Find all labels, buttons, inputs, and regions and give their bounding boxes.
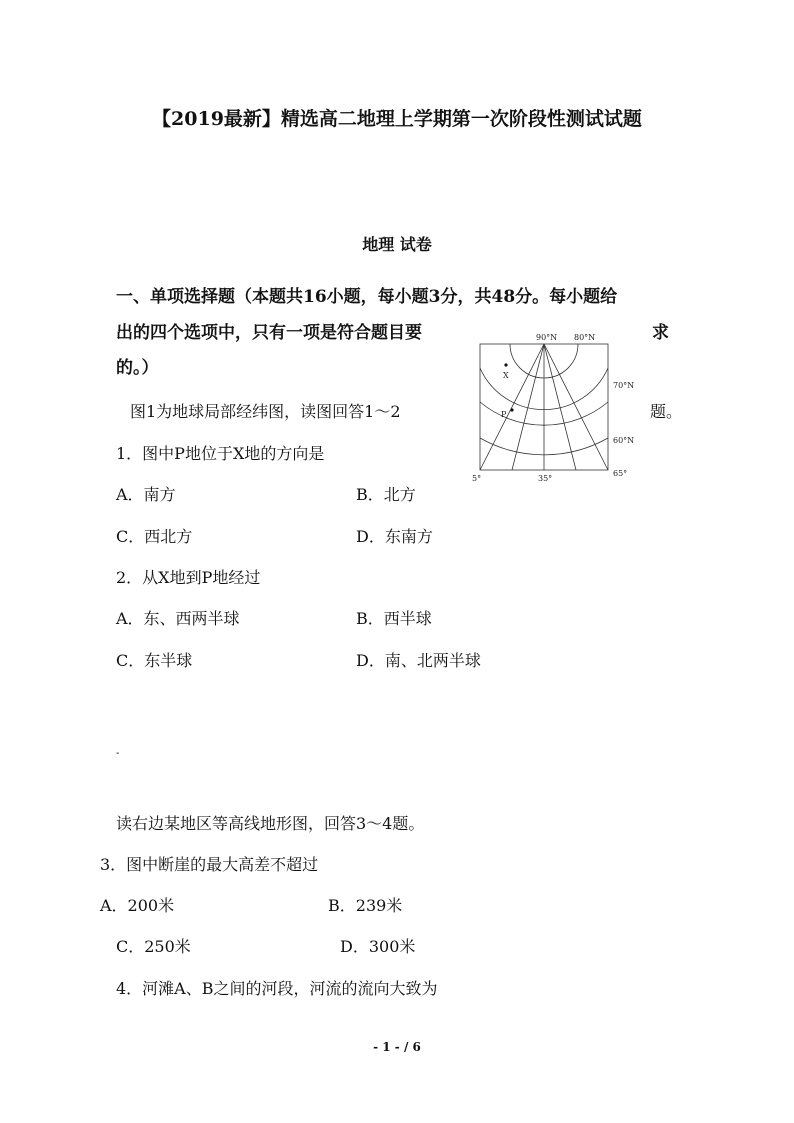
question-1-option-a: A．南方 [116,485,176,504]
question-4-stem: 4．河滩A、B之间的河段，河流的流向大致为 [116,979,438,998]
question-3-stem: 3．图中断崖的最大高差不超过 [100,855,319,874]
intro-figure1: 图1为地球局部经纬图，读图回答1～2 [130,402,401,421]
document-title: 【2019最新】精选高二地理上学期第一次阶段性测试试题 [152,108,642,130]
question-2-option-a: A．东、西两半球 [116,609,240,628]
page-number: - 1 - / 6 [373,1040,421,1054]
exam-subtitle: 地理 试卷 [362,235,432,254]
graticule-map-figure [470,330,640,485]
map-label-90n: 90°N [536,333,558,342]
map-label-5: 5° [472,474,482,483]
map-label-35: 35° [538,474,553,483]
question-3-option-b: B．239米 [328,896,403,915]
question-2-option-b: B．西半球 [356,609,432,628]
map-label-70n: 70°N [613,381,635,390]
question-1-option-c: C．西北方 [116,527,193,546]
question-2-option-c: C．东半球 [116,651,193,670]
section-heading-line1: 一、单项选择题（本题共16小题，每小题3分，共48分。每小题给 [116,287,618,307]
section-heading-line3: 的。） [116,358,159,378]
map-label-65: 65° [613,469,628,478]
question-2-stem: 2．从X地到P地经过 [116,568,261,587]
section-heading-line2: 出的四个选项中，只有一项是符合题目要 [116,323,422,343]
stray-mark: - [116,748,120,759]
section-heading-line2-tail: 求 [652,323,669,343]
intro-figure1-tail: 题。 [650,402,683,421]
question-2-option-d: D．南、北两半球 [356,651,481,670]
question-3-option-d: D．300米 [340,937,416,956]
question-1-option-b: B．北方 [356,485,416,504]
map-label-60n: 60°N [613,436,635,445]
question-3-option-c: C．250米 [116,937,191,956]
question-1-stem: 1．图中P地位于X地的方向是 [116,444,325,463]
map-label-80n: 80°N [574,333,596,342]
question-3-option-a: A．200米 [100,896,175,915]
map-label-x: X [503,371,509,380]
question-1-option-d: D．东南方 [356,527,433,546]
map-label-p: P [501,410,507,419]
intro-contour-map: 读右边某地区等高线地形图，回答3～4题。 [116,814,425,833]
